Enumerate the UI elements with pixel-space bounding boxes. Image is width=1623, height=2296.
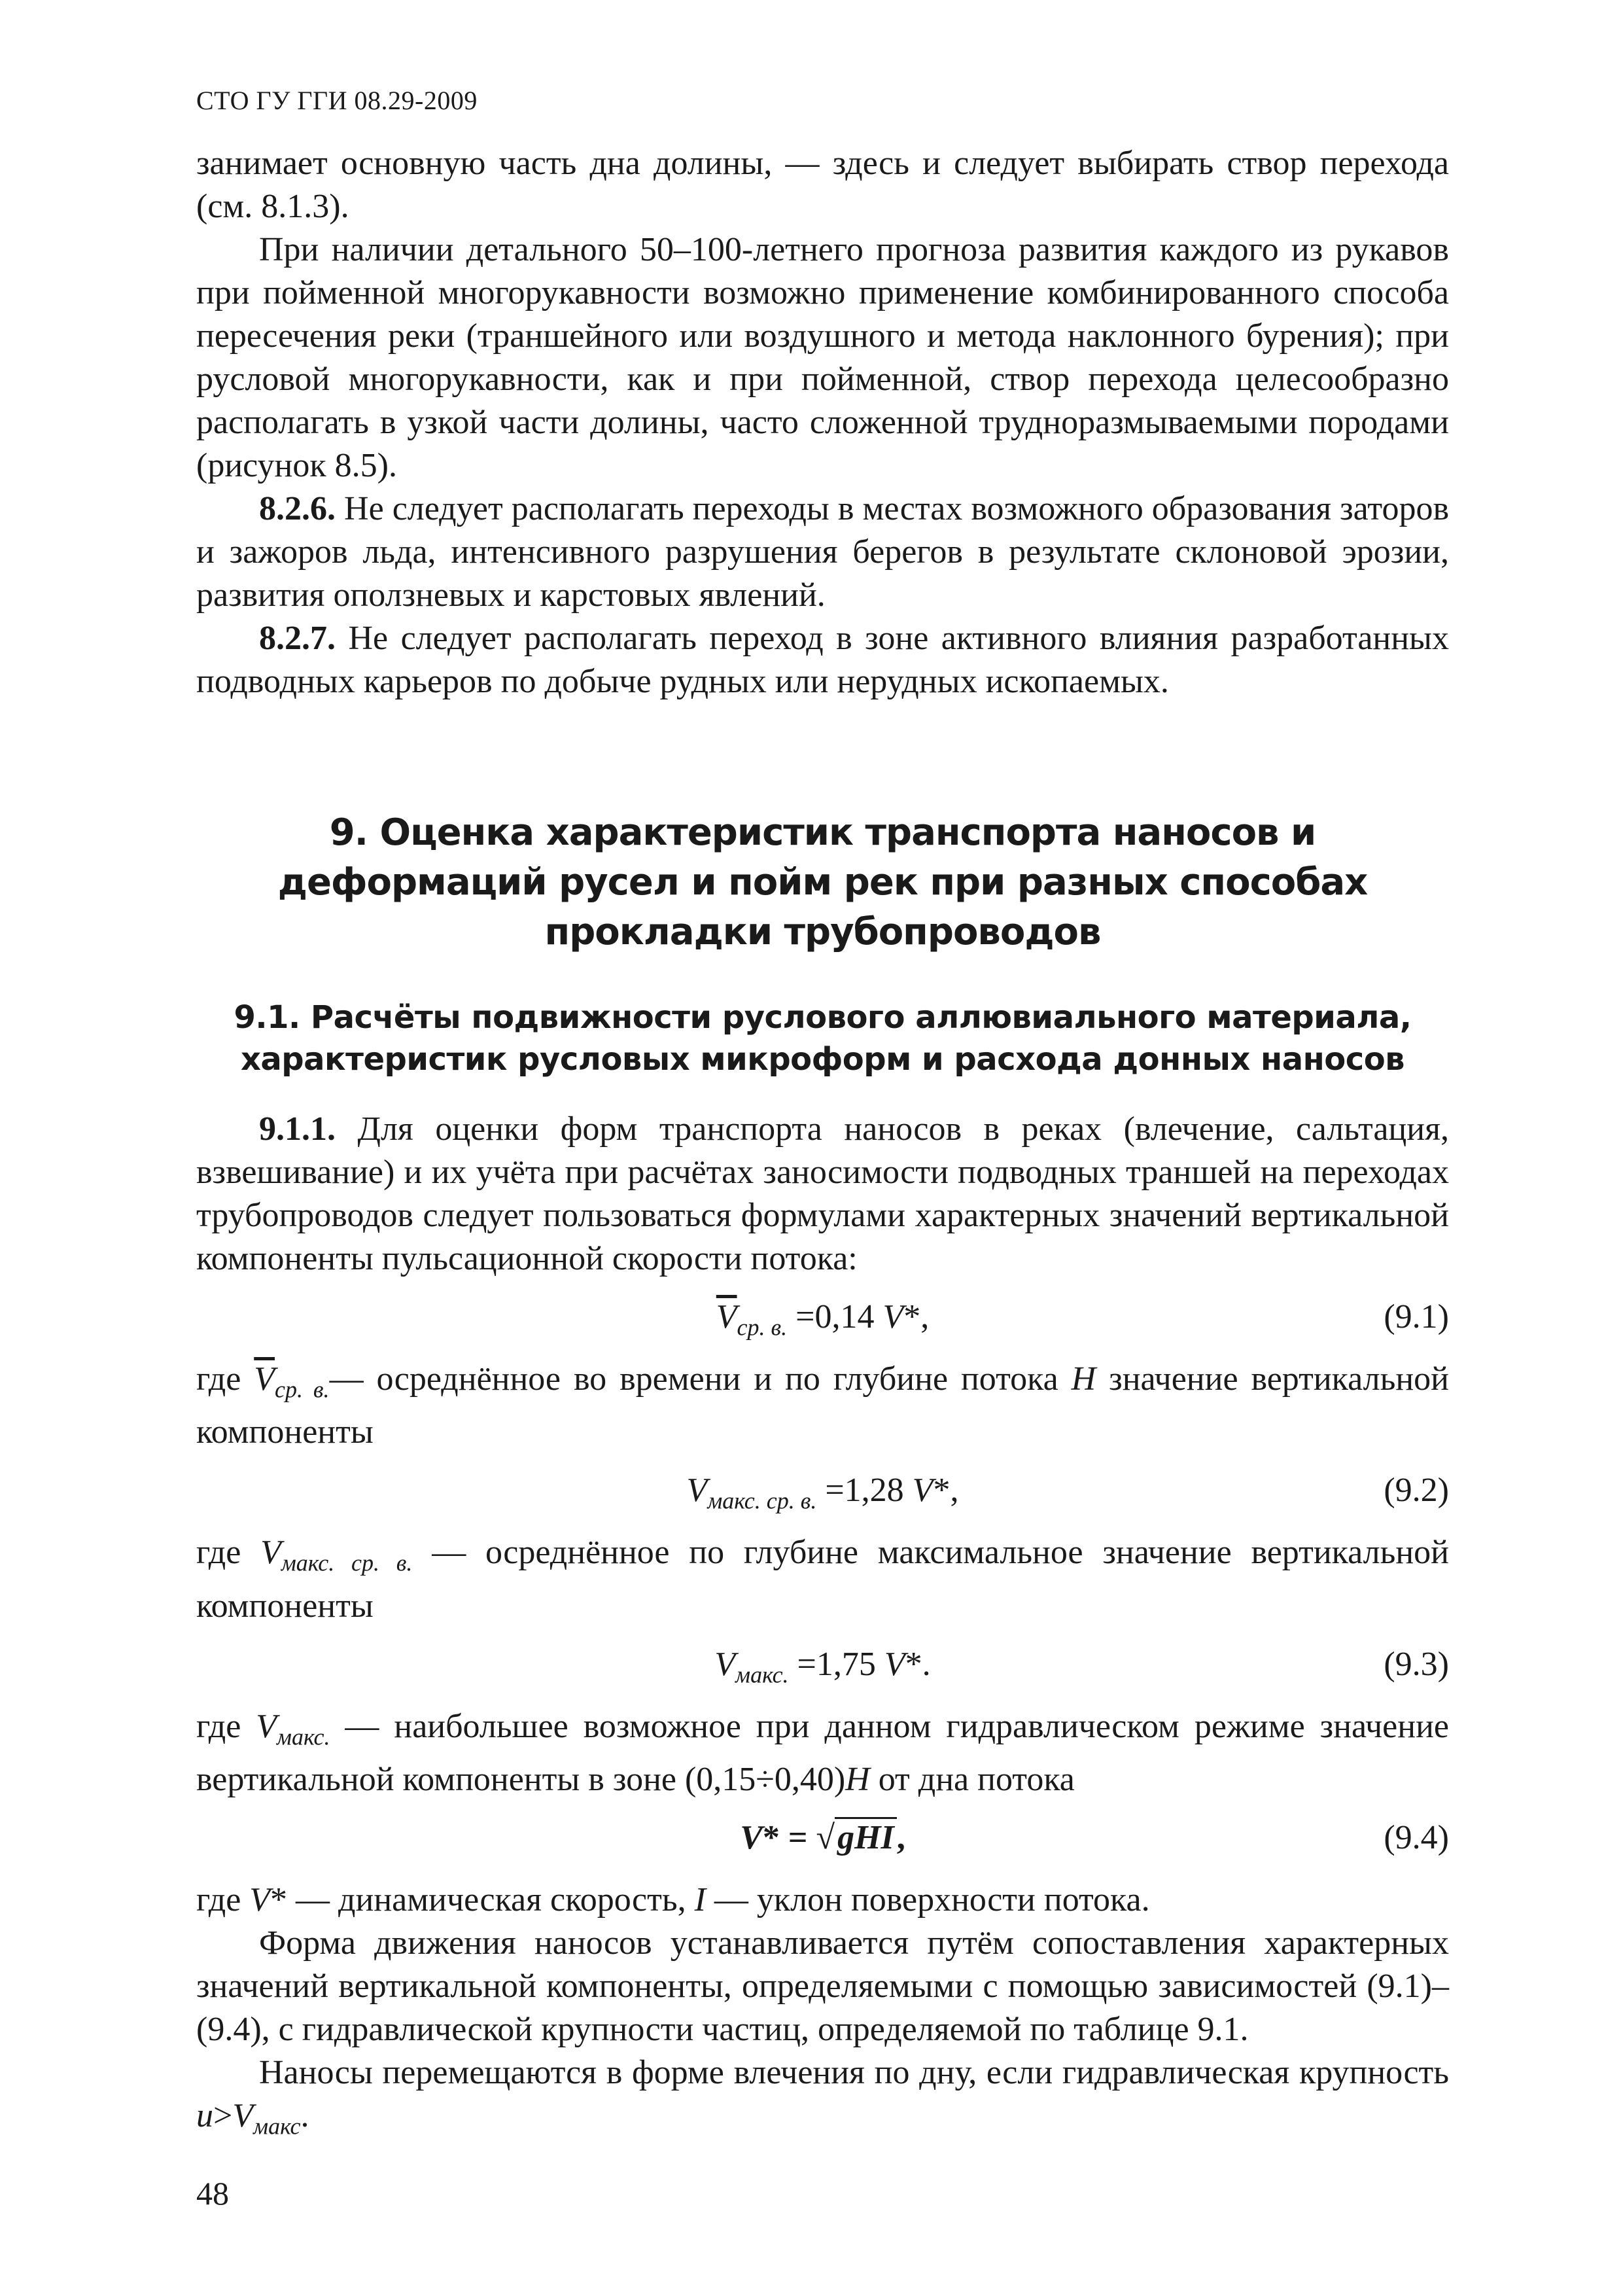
clause-8-2-7 (196, 617, 1449, 703)
clause-number: 9.1.1. (259, 1110, 336, 1148)
formula-subscript: макс (253, 2113, 301, 2140)
paragraph: занимает основную часть дна долины, — здесь и следует выбирать створ перехода (см. 8.1.3). (196, 145, 1449, 225)
subsection-title: 9.1. Расчёты подвижности руслового аллювиального материала, характеристик русловых микроформ и расхода донных наносов (234, 999, 1412, 1078)
formula-symbol: V (260, 1534, 281, 1572)
clause-number: 8.2.6. (259, 490, 336, 527)
document-header: СТО ГУ ГГИ 08.29-2009 (196, 86, 478, 115)
formula-symbol: V (232, 2097, 254, 2135)
clause-8-2-6 (196, 487, 1449, 617)
formula-punct: , (920, 1298, 930, 1335)
paragraph-text: Наносы перемещаются в форме влечения по дну, если гидравлическая крупность (259, 2054, 1449, 2092)
where-paragraph (196, 1358, 1449, 1454)
formula-star: * (905, 1645, 922, 1683)
clause-9-1-1 (196, 1108, 1449, 1280)
where-text: — наибольшее возможное при данном гидравлическом режиме значение вертикальной компоненты в зоне (0,15÷0,40) (196, 1707, 1449, 1799)
where-text: — уклон поверхности потока. (705, 1881, 1150, 1919)
equation-number: (9.4) (1384, 1819, 1449, 1857)
formula-subscript: макс. (735, 1661, 789, 1688)
sqrt-icon: √ (816, 1819, 835, 1857)
formula-9-2 (196, 1459, 1449, 1522)
formula-radicand: gHI (835, 1817, 897, 1856)
formula-subscript: ср. в. (737, 1314, 788, 1341)
formula-9-4 (196, 1807, 1449, 1869)
formula-symbol: V (256, 1707, 277, 1745)
formula-rhs: =0,14 (787, 1298, 883, 1335)
formula-operator: > (213, 2097, 233, 2135)
clause-text: Не следует располагать переходы в местах возможного образования заторов и зажоров льда, интенсивного разрушения берегов в результате склоновой эрозии, развития оползневых и карстовых явлений. (196, 490, 1449, 614)
formula-symbol: I (694, 1881, 706, 1919)
formula-punct: , (950, 1472, 959, 1510)
where-lead: где (196, 1360, 254, 1398)
where-text: от дна потока (869, 1761, 1075, 1799)
where-lead: где (196, 1881, 250, 1919)
formula-symbol: V (740, 1819, 763, 1857)
where-text: — динамическая скорость, (287, 1881, 695, 1919)
formula-subscript: макс. (277, 1723, 330, 1750)
formula-symbol: V (884, 1645, 905, 1683)
section-title: 9. Оценка характеристик транспорта наносов и деформаций русел и пойм рек при разных способах прокладки трубопроводов (277, 811, 1368, 953)
paragraph: При наличии детального 50–100-летнего прогноза развития каждого из рукавов при пойменной многорукавности возможно применение комбинированного способа пересечения реки (траншейного или воздушного и метода наклонного бурения); при русловой многорукавности, как и при пойменной, створ перехода целесообразно располагать в узкой части долины, часто сложенной трудноразмываемыми породами (рисунок 8.5). (196, 231, 1449, 484)
equation-number: (9.1) (1384, 1298, 1449, 1335)
equation-number: (9.2) (1384, 1472, 1449, 1510)
document-page (196, 85, 1449, 2212)
formula-symbol: V (249, 1881, 271, 1919)
where-paragraph (196, 1531, 1449, 1627)
paragraph: Форма движения наносов устанавливается путём сопоставления характерных значений вертикальной компоненты, определяемыми с помощью зависимостей (9.1)–(9.4), с гидравлической крупности частиц, определяемой по таблице 9.1. (196, 1924, 1449, 2049)
equation-number: (9.3) (1384, 1645, 1449, 1683)
formula-9-1 (196, 1286, 1449, 1349)
formula-equals: = (779, 1819, 816, 1857)
where-text: — осреднённое во времени и по глубине потока (329, 1360, 1072, 1398)
formula-symbol: V (882, 1298, 904, 1335)
formula-rhs: =1,75 (788, 1645, 884, 1683)
formula-symbol: V (714, 1645, 736, 1683)
formula-rhs: =1,28 (816, 1472, 913, 1510)
formula-star: * (933, 1472, 951, 1510)
where-paragraph (196, 1705, 1449, 1801)
formula-symbol: V (686, 1472, 708, 1510)
clause-text: Не следует располагать переход в зоне активного влияния разработанных подводных карьеров по добыче рудных или нерудных ископаемых. (196, 620, 1449, 700)
paragraph (196, 2051, 1449, 2147)
clause-number: 8.2.7. (259, 620, 336, 657)
formula-symbol: $\overline{V}$ (254, 1360, 275, 1398)
formula-symbol: H (845, 1761, 870, 1799)
where-text: значение вертикальной компоненты (196, 1360, 1449, 1451)
where-lead: где (196, 1707, 256, 1745)
formula-subscript: ср. в. (275, 1376, 330, 1403)
clause-text: Для оценки форм транспорта наносов в реках (влечение, сальтация, взвешивание) и их учёта при расчётах заносимости подводных траншей на переходах трубопроводов следует пользоваться формулами характерных значений вертикальной компоненты пульсационной скорости потока: (196, 1110, 1449, 1277)
formula-subscript: макс. ср. в. (707, 1487, 817, 1514)
formula-punct: , (896, 1819, 905, 1857)
formula-symbol: V (912, 1472, 934, 1510)
where-lead: где (196, 1534, 261, 1572)
where-paragraph (196, 1879, 1449, 1922)
formula-subscript: макс. ср. в. (281, 1549, 413, 1576)
formula-symbol: H (1071, 1360, 1096, 1398)
formula-punct: . (300, 2097, 309, 2135)
formula-symbol: u (196, 2097, 213, 2135)
formula-9-3 (196, 1633, 1449, 1696)
formula-star: * (903, 1298, 921, 1335)
formula-star: * (762, 1819, 780, 1857)
formula-star: * (270, 1881, 288, 1919)
formula-symbol: $\overline{V}$ (716, 1298, 737, 1335)
page-number: 48 (196, 2174, 229, 2212)
formula-punct: . (922, 1645, 931, 1683)
where-text: — осреднённое по глубине максимальное значение вертикальной компоненты (196, 1534, 1450, 1625)
